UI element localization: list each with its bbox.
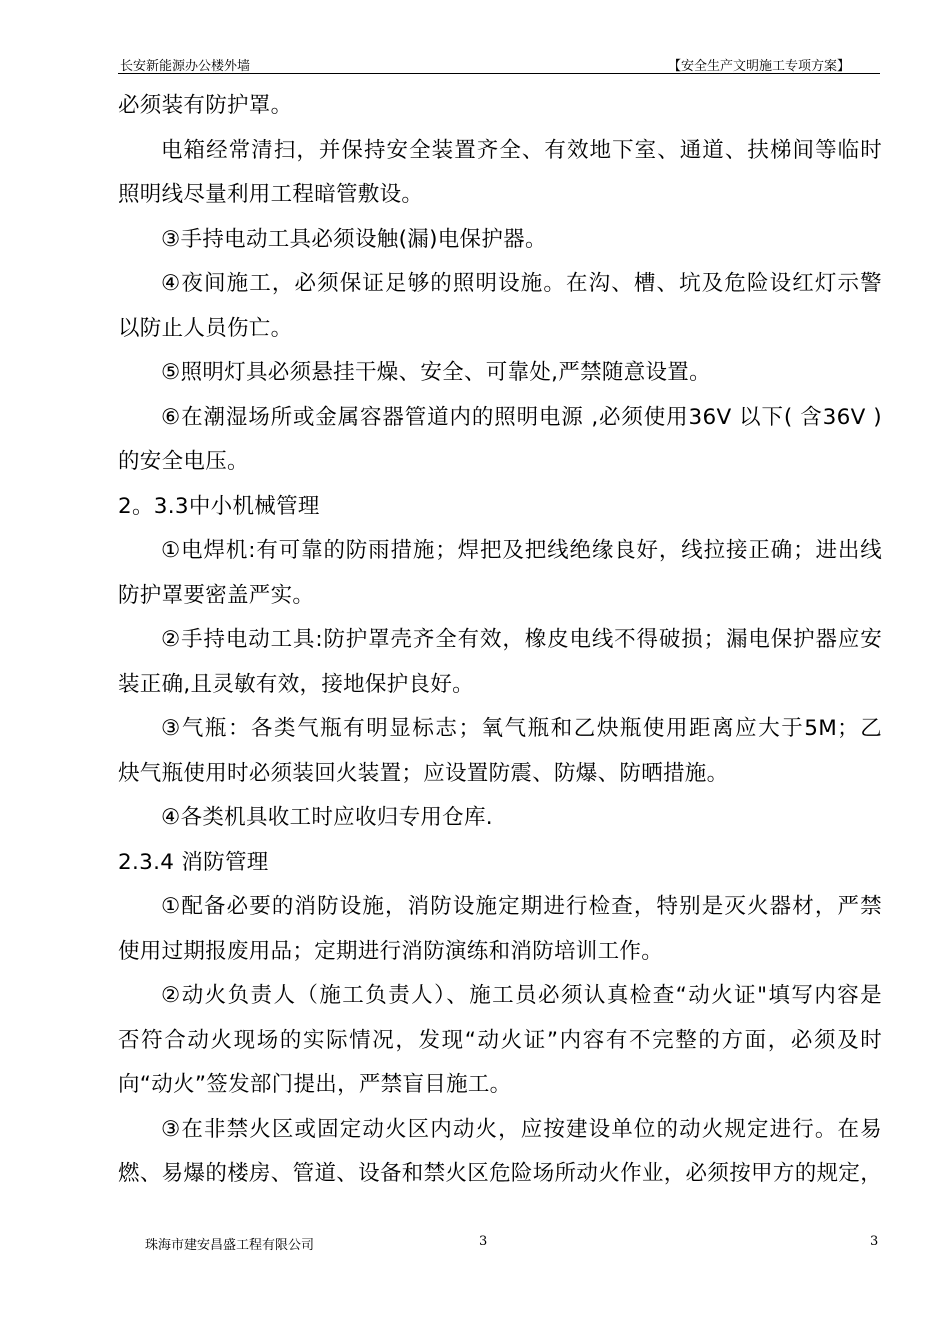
- body-text-line: 必须装有防护罩。: [118, 93, 293, 118]
- body-text-line: ⑤照明灯具必须悬挂干燥、安全、可靠处,严禁随意设置。: [161, 360, 711, 385]
- body-text-line: 否符合动火现场的实际情况，发现“动火证”内容有不完整的方面，必须及时: [118, 1027, 882, 1053]
- body-text-line: 使用过期报废用品；定期进行消防演练和消防培训工作。: [118, 938, 664, 964]
- header-document-title: 【安全生产文明施工专项方案】: [667, 59, 850, 74]
- body-text-line: ①配备必要的消防设施，消防设施定期进行检查，特别是灭火器材，严禁: [161, 894, 882, 919]
- footer-page-number: 3: [479, 1234, 488, 1249]
- page-footer: [0, 1234, 950, 1254]
- body-text-line: ⑥在潮湿场所或金属容器管道内的照明电源 ,必须使用36V 以下( 含36V ): [161, 404, 882, 430]
- body-text-line: ④夜间施工，必须保证足够的照明设施。在沟、槽、坑及危险设红灯示警: [161, 271, 882, 296]
- body-text-line: ①电焊机:有可靠的防雨措施；焊把及把线绝缘良好，线拉接正确；进出线: [161, 538, 882, 563]
- body-text-line: ③气瓶：各类气瓶有明显标志；氧气瓶和乙炔瓶使用距离应大于5M；乙: [161, 716, 882, 741]
- body-text-line: 向“动火”签发部门提出，严禁盲目施工。: [118, 1072, 512, 1097]
- document-body: [118, 84, 882, 1197]
- body-text-line: ②手持电动工具:防护罩壳齐全有效，橡皮电线不得破损；漏电保护器应安: [161, 627, 882, 652]
- footer-page-number-right: 3: [870, 1234, 879, 1249]
- body-text-line: 防护罩要密盖严实。: [118, 582, 315, 608]
- body-text-line: ②动火负责人（施工负责人）、施工员必须认真检查“动火证"填写内容是: [161, 983, 882, 1008]
- footer-company-name: 珠海市建安昌盛工程有限公司: [145, 1238, 315, 1253]
- page-header: [118, 51, 880, 74]
- body-text-line: ④各类机具收工时应收归专用仓库.: [161, 805, 493, 830]
- body-text-line: 燃、易爆的楼房、管道、设备和禁火区危险场所动火作业，必须按甲方的规定，: [118, 1161, 882, 1186]
- body-text-line: 2。3.3中小机械管理: [118, 493, 320, 519]
- body-text-line: ③手持电动工具必须设触(漏)电保护器。: [161, 226, 547, 252]
- body-text-line: 炔气瓶使用时必须装回火装置；应设置防震、防爆、防晒措施。: [118, 760, 729, 786]
- body-text-line: 的安全电压。: [118, 449, 249, 474]
- body-text-line: 照明线尽量利用工程暗管敷设。: [118, 182, 424, 207]
- body-text-line: 以防止人员伤亡。: [118, 315, 293, 341]
- body-text-line: ③在非禁火区或固定动火区内动火，应按建设单位的动火规定进行。在易: [161, 1116, 882, 1142]
- body-text-line: 2.3.4 消防管理: [118, 849, 269, 875]
- body-text-line: 装正确,且灵敏有效，接地保护良好。: [118, 671, 474, 697]
- header-project-name: 长安新能源办公楼外墙: [120, 59, 251, 74]
- body-text-line: 电箱经常清扫，并保持安全装置齐全、有效地下室、通道、扶梯间等临时: [161, 137, 882, 163]
